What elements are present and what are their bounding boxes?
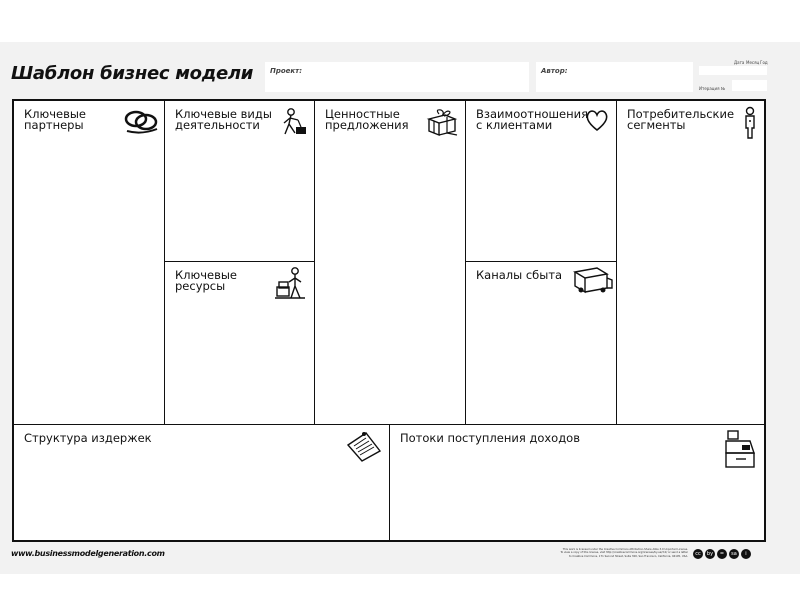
key-resources-label: Ключевые ресурсы	[175, 268, 237, 293]
price-tag-icon	[344, 429, 384, 463]
customer-segments-label: Потребительские сегменты	[627, 107, 735, 132]
worker-icon	[279, 107, 309, 137]
key-partners-label: Ключевые партнеры	[24, 107, 86, 132]
block-channels[interactable]	[466, 262, 616, 424]
month-label: Месяц	[746, 60, 760, 65]
value-propositions-label: Ценностные предложения	[325, 107, 409, 132]
block-revenue-streams[interactable]	[390, 425, 766, 542]
person-with-boxes-icon	[275, 266, 307, 302]
author-label: Автор:	[541, 67, 568, 75]
block-key-resources[interactable]	[165, 262, 315, 424]
block-value-propositions[interactable]	[315, 101, 465, 424]
key-activities-label: Ключевые виды деятельности	[175, 107, 272, 132]
project-field[interactable]	[265, 62, 529, 92]
channels-label: Каналы сбыта	[476, 268, 563, 282]
project-label: Проект:	[270, 67, 303, 75]
business-model-canvas	[12, 99, 766, 542]
block-customer-segments[interactable]	[617, 101, 766, 424]
iteration-label: Итерация №	[699, 86, 725, 91]
license-badges	[693, 549, 751, 559]
block-key-partners[interactable]	[14, 101, 164, 424]
person-icon	[740, 106, 760, 140]
chain-link-icon	[123, 107, 159, 135]
nd-badge-icon: =	[717, 549, 727, 559]
cost-structure-label: Структура издержек	[24, 431, 152, 445]
block-key-activities[interactable]	[165, 101, 315, 261]
delivery-truck-icon	[573, 266, 613, 296]
sa-badge-icon: sa	[729, 549, 739, 559]
cash-register-icon	[722, 429, 758, 473]
website-url[interactable]: www.businessmodelgeneration.com	[11, 549, 165, 558]
block-customer-relationships[interactable]	[466, 101, 616, 261]
license-text: This work is licensed under the Creative Commons Attribution-Share Alike 3.0 Unported License. To view a copy of this license, visit http://creativecommons.org/licenses/by-sa/3.0/ or send a letter to Creative Commons, 171 Second Street, Suite 300, San Francisco, California, 94105, USA.	[560, 548, 688, 558]
year-label: Год	[760, 60, 768, 65]
heart-icon	[584, 107, 610, 133]
customer-relationships-label: Взаимоотношения с клиентами	[476, 107, 589, 132]
author-field[interactable]	[536, 62, 693, 92]
iteration-field[interactable]	[732, 80, 767, 91]
date-field[interactable]	[699, 66, 767, 75]
block-cost-structure[interactable]	[14, 425, 389, 542]
revenue-streams-label: Потоки поступления доходов	[400, 431, 580, 445]
cc-badge-icon: cc	[693, 549, 703, 559]
date-label: Дата	[734, 60, 745, 65]
by-badge-icon: by	[706, 551, 714, 557]
gift-icon	[425, 107, 459, 137]
page-title: Шаблон бизнес модели	[11, 63, 254, 84]
info-badge-icon: i	[741, 549, 751, 559]
